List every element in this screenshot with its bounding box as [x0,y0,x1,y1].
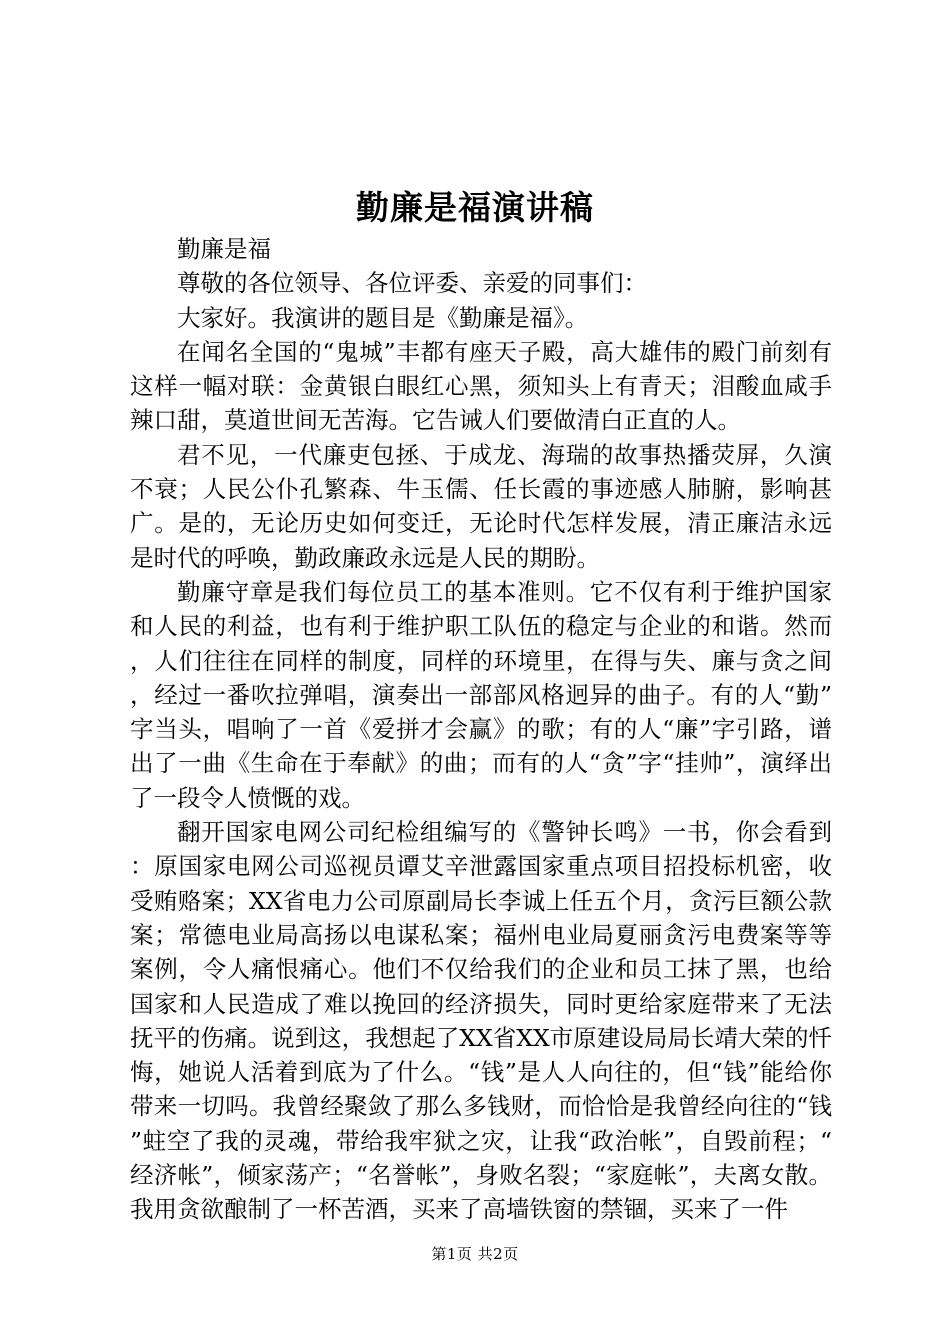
paragraph-salutation: 尊敬的各位领导、各位评委、亲爱的同事们： [177,269,647,298]
paragraph: 在闻名全国的“鬼城”丰都有座天子殿，高大雄伟的殿门前刻有这样一幅对联：金黄银白眼红心黑，须知头上有青天；泪酸血咸手辣口甜，莫道世间无苦海。它告诫人们要做清白正直的人。 [130,337,832,435]
paragraph-greeting: 大家好。我演讲的题目是《勤廉是福》。 [177,303,589,332]
document-body [130,232,832,1227]
paragraph: 翻开国家电网公司纪检组编写的《警钟长鸣》一书，你会看到：原国家电网公司巡视员谭艾辛泄露国家重点项目招投标机密，收受贿赂案；XX省电力公司原副局长李诚上任五个月，贪污巨额公款案；常德电业局高扬以电谋私案；福州电业局夏丽贪污电费案等等案例，令人痛恨痛心。他们不仅给我们的企业和员工抹了黑，也给国家和人民造成了难以挽回的经济损失，同时更给家庭带来了无法抚平的伤痛。说到这，我想起了XX省XX市原建设局局长靖大荣的忏悔，她说人活着到底为了什么。“钱”是人人向往的，但“钱”能给你带来一切吗。我曾经聚敛了那么多钱财，而恰恰是我曾经向往的“钱”蛀空了我的灵魂，带给我牢狱之灾，让我“政治帐”，自毁前程；“经济帐”，倾家荡产；“名誉帐”，身败名裂；“家庭帐”，夫离女散。我用贪欲酿制了一杯苦酒，买来了高墙铁窗的禁锢，买来了一件 [130,818,832,1224]
page-number-footer: 第1页 共2页 [431,1245,519,1263]
document-title: 勤廉是福演讲稿 [356,188,594,227]
paragraph-subtitle: 勤廉是福 [177,235,271,263]
paragraph: 君不见，一代廉吏包拯、于成龙、海瑞的故事热播荧屏，久演不衰；人民公仆孔繁森、牛玉儒、任长霞的事迹感人肺腑，影响甚广。是的，无论历史如何变迁，无论时代怎样发展，清正廉洁永远是时代的呼唤，勤政廉政永远是人民的期盼。 [130,440,832,572]
paragraph: 勤廉守章是我们每位员工的基本准则。它不仅有利于维护国家和人民的利益，也有利于维护职工队伍的稳定与企业的和谐。然而，人们往往在同样的制度，同样的环境里，在得与失、廉与贪之间，经过一番吹拉弹唱，演奏出一部部风格迥异的曲子。有的人“勤”字当头，唱响了一首《爱拼才会赢》的歌；有的人“廉”字引路，谱出了一曲《生命在于奉献》的曲；而有的人“贪”字“挂帅”，演绎出了一段令人愤慨的戏。 [130,577,832,812]
